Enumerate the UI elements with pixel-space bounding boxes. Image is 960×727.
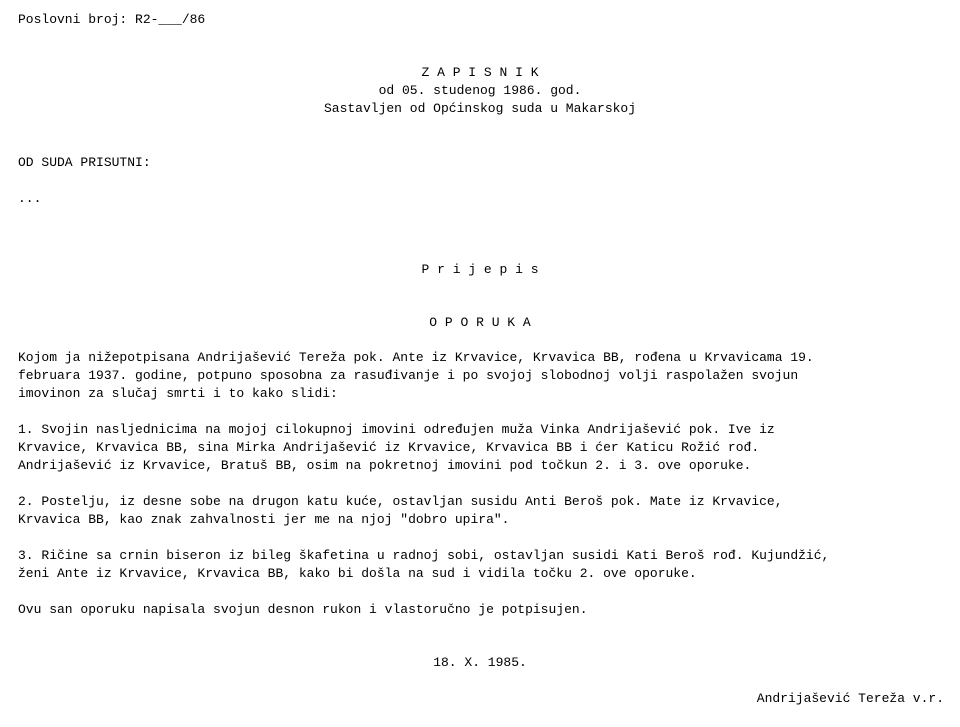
case-number: Poslovni broj: R2-___/86 — [18, 12, 206, 27]
text-line: Krvavica BB, kao znak zahvalnosti jer me na njoj "dobro upira". — [18, 512, 510, 527]
court-line: Sastavljen od Općinskog suda u Makarskoj — [323, 101, 637, 116]
text-line: 1. Svojin nasljednicima na mojoj cilokupnoj imovini određujen muža Vinka Andrijašević pok. Ive iz — [18, 422, 775, 437]
paragraph-intro — [18, 349, 948, 403]
text-line: Krvavice, Krvavica BB, sina Mirka Andrijašević iz Krvavice, Krvavica BB i ćer Katicu Rožić rođ. — [18, 440, 760, 455]
signature: Andrijašević Tereža v.r. — [756, 691, 944, 706]
text-line: 3. Ričine sa crnin biseron iz bileg škafetina u radnoj sobi, ostavljan susidi Kati Beroš rođ. Kujundžić, — [18, 548, 830, 563]
text-line: Andrijašević iz Krvavice, Bratuš BB, osim na pokretnoj imovini pod točkun 2. i 3. ove oporuke. — [18, 458, 752, 473]
text-line: imovinon za slučaj smrti i to kako slidi: — [18, 386, 338, 401]
paragraph-item-3 — [18, 547, 948, 583]
text-line: ženi Ante iz Krvavice, Krvavica BB, kako bi došla na sud i vidila točku 2. ove oporuke. — [18, 566, 697, 581]
document-date: od 05. studenog 1986. god. — [378, 83, 582, 98]
paragraph-closing — [18, 601, 948, 619]
document-title: Z A P I S N I K — [421, 65, 539, 80]
will-heading: O P O R U K A — [429, 315, 531, 330]
present-label: OD SUDA PRISUTNI: — [18, 155, 151, 170]
text-line: Kojom ja nižepotpisana Andrijašević Tereža pok. Ante iz Krvavice, Krvavica BB, rođena u Krvavicama 19. — [18, 350, 814, 365]
text-line: Ovu san oporuku napisala svojun desnon rukon i vlastoručno je potpisujen. — [18, 602, 588, 617]
signing-date: 18. X. 1985. — [433, 655, 527, 670]
text-line: februara 1937. godine, potpuno sposobna za rasuđivanje i po svojoj slobodnoj volji raspolažen svojun — [18, 368, 799, 383]
present-ellipsis: ... — [18, 191, 42, 206]
paragraph-item-2 — [18, 493, 948, 529]
copy-heading: P r i j e p i s — [421, 262, 539, 277]
text-line: 2. Postelju, iz desne sobe na drugon katu kuće, ostavljan susidu Anti Beroš pok. Mate iz Krvavice, — [18, 494, 783, 509]
paragraph-item-1 — [18, 421, 948, 475]
